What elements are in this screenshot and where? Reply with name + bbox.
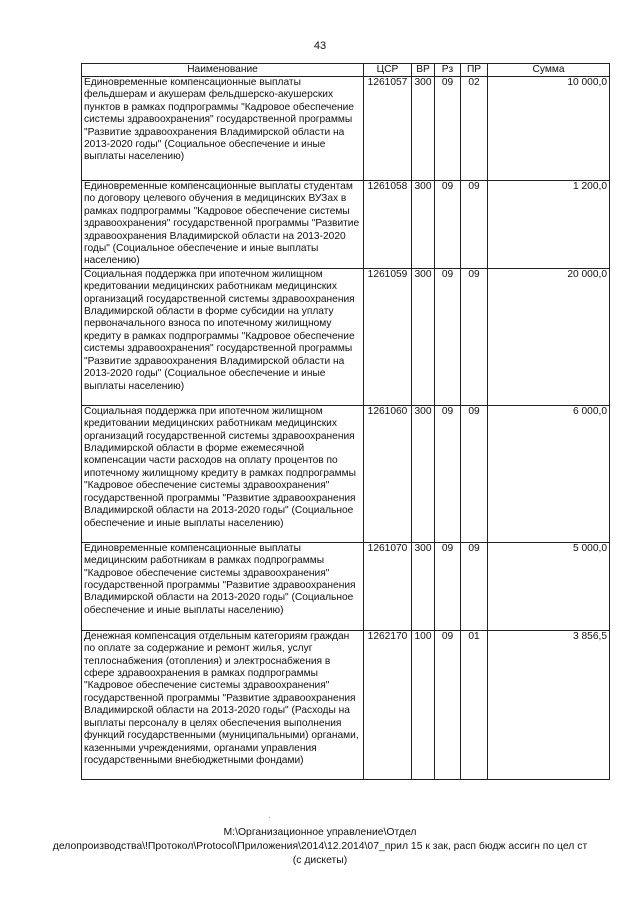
row-rz: 09 — [435, 542, 461, 630]
row-rz: 09 — [435, 181, 461, 269]
row-name: Социальная поддержка при ипотечном жилищном кредитовании медицинских работникам медицинских организаций государственной системы здравоохранения Владимирской области в форме субсидии на уплату первоначального взноса по ипотечному жилищному кредиту в рамках подпрограммы "Кадровое обеспечение системы здравоохранения" государственной программы "Развитие здравоохранения Владимирской области на 2013-2020 годы" (Социальное обеспечение и иные выплаты населению) — [82, 268, 364, 405]
row-pr: 09 — [461, 268, 488, 405]
page-number: 43 — [313, 40, 327, 52]
table-row — [82, 77, 610, 181]
header-code: ЦСР — [364, 64, 412, 77]
row-name: Единовременные компенсационные выплаты фельдшерам и акушерам фельдшерско-акушерских пунктов в рамках подпрограммы "Кадровое обеспечение системы здравоохранения" государственной программы "Развитие здравоохранения Владимирской области на 2013-2020 годы" (Социальное обеспечение и иные выплаты населению) — [82, 77, 364, 181]
table-row — [82, 405, 610, 542]
row-name: Денежная компенсация отдельным категориям граждан по оплате за содержание и ремонт жилья, услуг теплоснабжения (отопления) и электроснабжения в сфере здравоохранения в рамках подпрограммы "Кадровое обеспечение системы здравоохранения" государственной программы "Развитие здравоохранения Владимирской области на 2013-2020 годы" (Расходы на выплаты персоналу в целях обеспечения выполнения функций государственными (муниципальными) органами, казенными учреждениями, органами управления государственными внебюджетными фондами) — [82, 630, 364, 779]
row-code: 1261060 — [364, 405, 412, 542]
row-rz: 09 — [435, 77, 461, 181]
header-pr: ПР — [461, 64, 488, 77]
row-amount: 10 000,0 — [488, 77, 610, 181]
footer-path-line-3: (с дискеты) — [292, 855, 348, 866]
row-vr: 300 — [412, 77, 435, 181]
row-pr: 09 — [461, 542, 488, 630]
row-pr: 09 — [461, 405, 488, 542]
header-name: Наименование — [82, 64, 364, 77]
row-name: Единовременные компенсационные выплаты медицинским работникам в рамках подпрограммы "Кадровое обеспечение системы здравоохранения" государственной программы "Развитие здравоохранения Владимирской области на 2013-2020 годы" (Социальное обеспечение и иные выплаты населению) — [82, 542, 364, 630]
row-amount: 1 200,0 — [488, 181, 610, 269]
row-code: 1261059 — [364, 268, 412, 405]
row-name: Единовременные компенсационные выплаты студентам по договору целевого обучения в медицинских ВУЗах в рамках подпрограммы "Кадровое обеспечение системы здравоохранения" государственной программы "Развитие здравоохранения Владимирской области на 2013-2020 годы" (Социальное обеспечение и иные выплаты населению) — [82, 181, 364, 269]
row-code: 1261070 — [364, 542, 412, 630]
row-pr: 02 — [461, 77, 488, 181]
row-vr: 300 — [412, 542, 435, 630]
row-rz: 09 — [435, 405, 461, 542]
row-amount: 5 000,0 — [488, 542, 610, 630]
table-row — [82, 630, 610, 779]
row-code: 1261057 — [364, 77, 412, 181]
row-name: Социальная поддержка при ипотечном жилищном кредитовании медицинских работникам медицинских организаций государственной системы здравоохранения Владимирской области в форме ежемесячной компенсации части расходов на оплату процентов по ипотечному жилищному кредиту в рамках подпрограммы "Кадровое обеспечение системы здравоохранения" государственной программы "Развитие здравоохранения Владимирской области на 2013-2020 годы" (Социальное обеспечение и иные выплаты населению) — [82, 405, 364, 542]
row-vr: 300 — [412, 405, 435, 542]
row-pr: 01 — [461, 630, 488, 779]
table-header-row — [82, 64, 610, 77]
row-rz: 09 — [435, 630, 461, 779]
footer-path-line-2: делопроизводства\!Протокол\Protocol\Приложения\2014\12.2014\07_прил 15 к зак, расп бюдж ассигн по цел ст — [52, 841, 588, 852]
header-amount: Сумма — [488, 64, 610, 77]
row-vr: 300 — [412, 268, 435, 405]
row-pr: 09 — [461, 181, 488, 269]
header-vr: ВР — [412, 64, 435, 77]
row-amount: 6 000,0 — [488, 405, 610, 542]
row-amount: 20 000,0 — [488, 268, 610, 405]
scan-speck: · — [268, 813, 271, 822]
table-row — [82, 268, 610, 405]
header-rz: Рз — [435, 64, 461, 77]
row-vr: 100 — [412, 630, 435, 779]
table-row — [82, 181, 610, 269]
row-amount: 3 856,5 — [488, 630, 610, 779]
row-code: 1261058 — [364, 181, 412, 269]
table-row — [82, 542, 610, 630]
budget-table — [81, 63, 610, 780]
row-rz: 09 — [435, 268, 461, 405]
row-code: 1262170 — [364, 630, 412, 779]
row-vr: 300 — [412, 181, 435, 269]
footer-path-line-1: M:\Организационное управление\Отдел — [223, 827, 417, 838]
